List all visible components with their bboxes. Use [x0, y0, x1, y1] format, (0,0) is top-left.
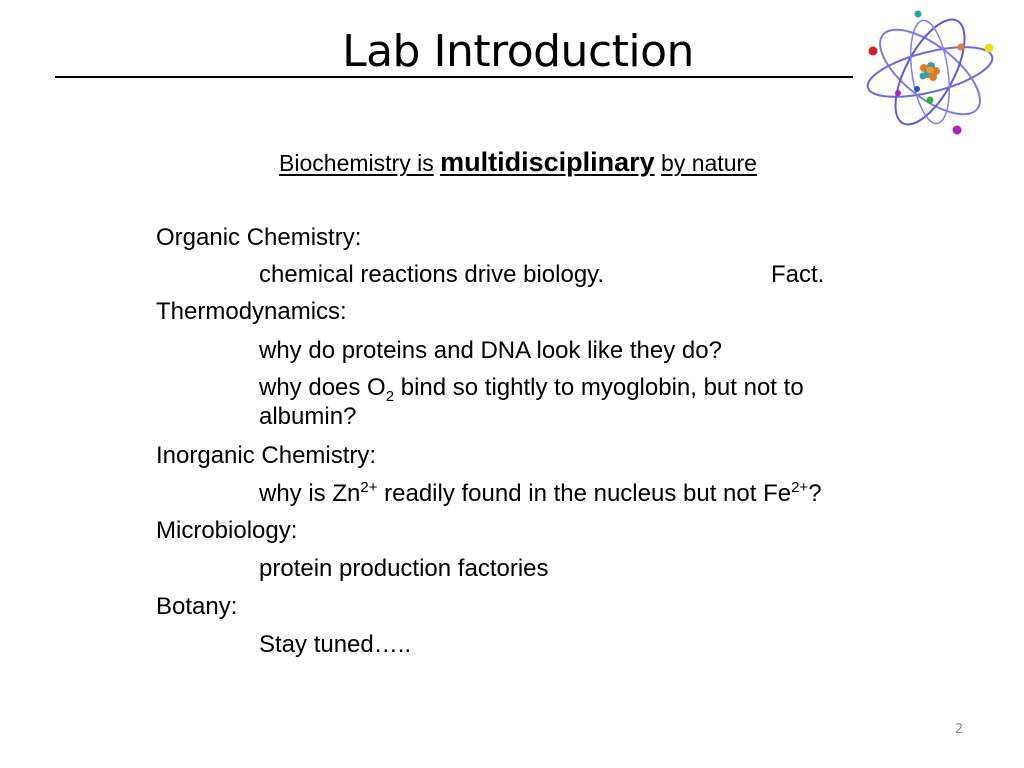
thermo-q2-pre: why does O	[259, 374, 386, 401]
organic-aside: Fact.	[771, 261, 825, 288]
inorganic-sup-fe: 2+	[791, 479, 809, 496]
topic-heading-thermodynamics: Thermodynamics:	[156, 298, 347, 325]
thermo-question-1: why do proteins and DNA look like they do?	[259, 337, 722, 364]
inorganic-sup-zn: 2+	[360, 479, 378, 496]
topic-heading-organic: Organic Chemistry:	[156, 224, 362, 251]
slide-subtitle	[0, 142, 1024, 183]
botany-line: Stay tuned…..	[259, 631, 412, 658]
topic-heading-botany: Botany:	[156, 593, 238, 620]
topic-heading-inorganic: Inorganic Chemistry:	[156, 442, 377, 469]
slide-title: Lab Introduction	[342, 26, 694, 77]
inorganic-mid: readily found in the nucleus but not Fe	[377, 480, 792, 507]
thermo-q2-subscript: 2	[385, 387, 395, 405]
organic-statement: chemical reactions drive biology.	[259, 261, 605, 288]
thermo-q2-post: bind so tightly to myoglobin, but not to	[394, 374, 804, 401]
subtitle-lead: Biochemistry is	[279, 150, 434, 176]
subtitle-emphasis: multidisciplinary	[440, 147, 655, 177]
page-number: 2	[954, 722, 964, 737]
thermo-question-2	[259, 373, 804, 403]
microbiology-line: protein production factories	[259, 555, 549, 582]
inorganic-post: ?	[808, 480, 822, 507]
inorganic-pre: why is Zn	[259, 480, 361, 507]
topic-heading-microbiology: Microbiology:	[156, 517, 298, 544]
title-underline	[55, 76, 853, 78]
thermo-question-2-continued: albumin?	[259, 403, 357, 430]
subtitle-tail: by nature	[661, 150, 757, 176]
atom-icon	[860, 6, 1000, 138]
topic-line-organic	[259, 260, 879, 290]
inorganic-question	[259, 479, 822, 509]
